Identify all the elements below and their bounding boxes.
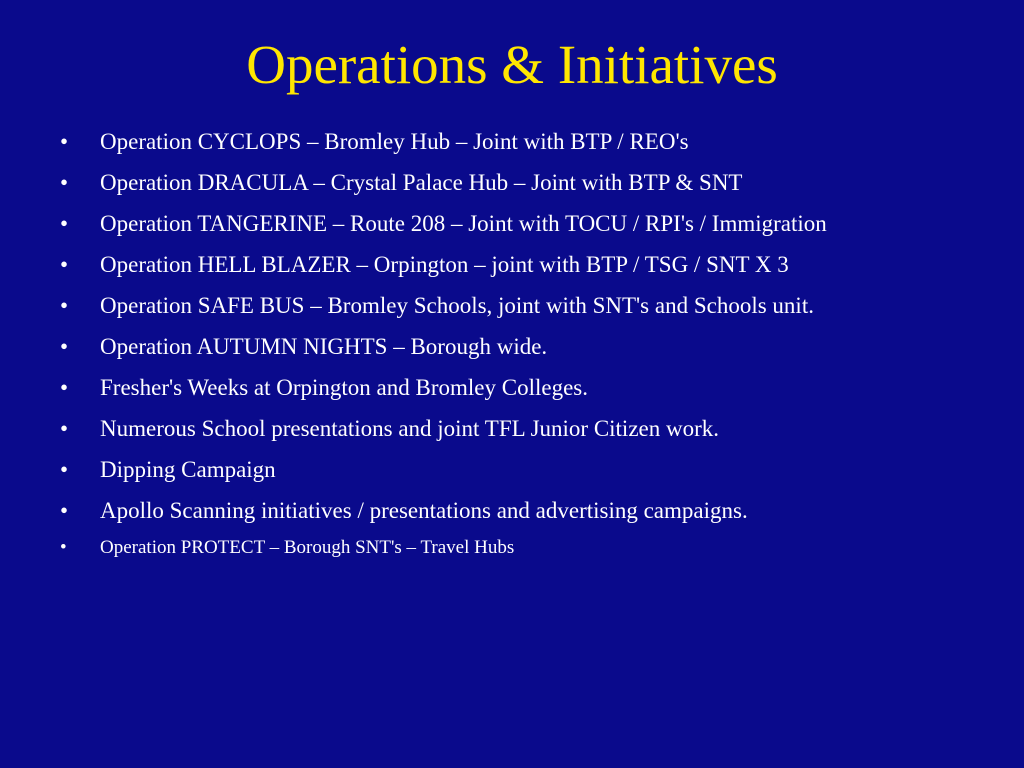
bullet-icon: • <box>60 252 69 277</box>
bullet-icon: • <box>60 129 69 154</box>
bullet-icon: • <box>60 537 67 558</box>
list-item-text: Operation AUTUMN NIGHTS – Borough wide. <box>100 334 548 359</box>
bullet-icon: • <box>60 334 69 359</box>
bullet-icon: • <box>60 457 69 482</box>
list-item-text: Operation TANGERINE – Route 208 – Joint with TOCU / RPI's / Immigration <box>100 211 827 236</box>
list-item-text: Operation PROTECT – Borough SNT's – Travel Hubs <box>100 537 515 558</box>
list-item <box>60 124 960 159</box>
list-item <box>60 329 960 364</box>
list-item-text: Fresher's Weeks at Orpington and Bromley Colleges. <box>100 375 588 400</box>
list-item <box>60 247 960 282</box>
list-item <box>60 534 960 562</box>
list-item-text: Operation DRACULA – Crystal Palace Hub – Joint with BTP & SNT <box>100 170 743 195</box>
bullet-icon: • <box>60 293 69 318</box>
list-item <box>60 370 960 405</box>
list-item <box>60 206 960 241</box>
list-item <box>60 493 960 528</box>
bullet-icon: • <box>60 211 69 236</box>
bullet-icon: • <box>60 170 69 195</box>
list-item <box>60 288 960 323</box>
list-item <box>60 411 960 446</box>
bullet-icon: • <box>60 416 69 441</box>
list-item <box>60 452 960 487</box>
list-item-text: Dipping Campaign <box>100 457 276 482</box>
list-item-text: Operation SAFE BUS – Bromley Schools, joint with SNT's and Schools unit. <box>100 293 814 318</box>
list-item-text: Operation HELL BLAZER – Orpington – joint with BTP / TSG / SNT X 3 <box>100 252 789 277</box>
list-item-text: Apollo Scanning initiatives / presentations and advertising campaigns. <box>100 498 748 523</box>
list-item-text: Operation CYCLOPS – Bromley Hub – Joint with BTP / REO's <box>100 129 689 154</box>
list-item-text: Numerous School presentations and joint TFL Junior Citizen work. <box>100 416 720 441</box>
list-item <box>60 165 960 200</box>
bullet-icon: • <box>60 498 69 523</box>
bullet-list <box>60 124 960 568</box>
slide-title: Operations & Initiatives <box>246 34 778 95</box>
bullet-icon: • <box>60 375 69 400</box>
